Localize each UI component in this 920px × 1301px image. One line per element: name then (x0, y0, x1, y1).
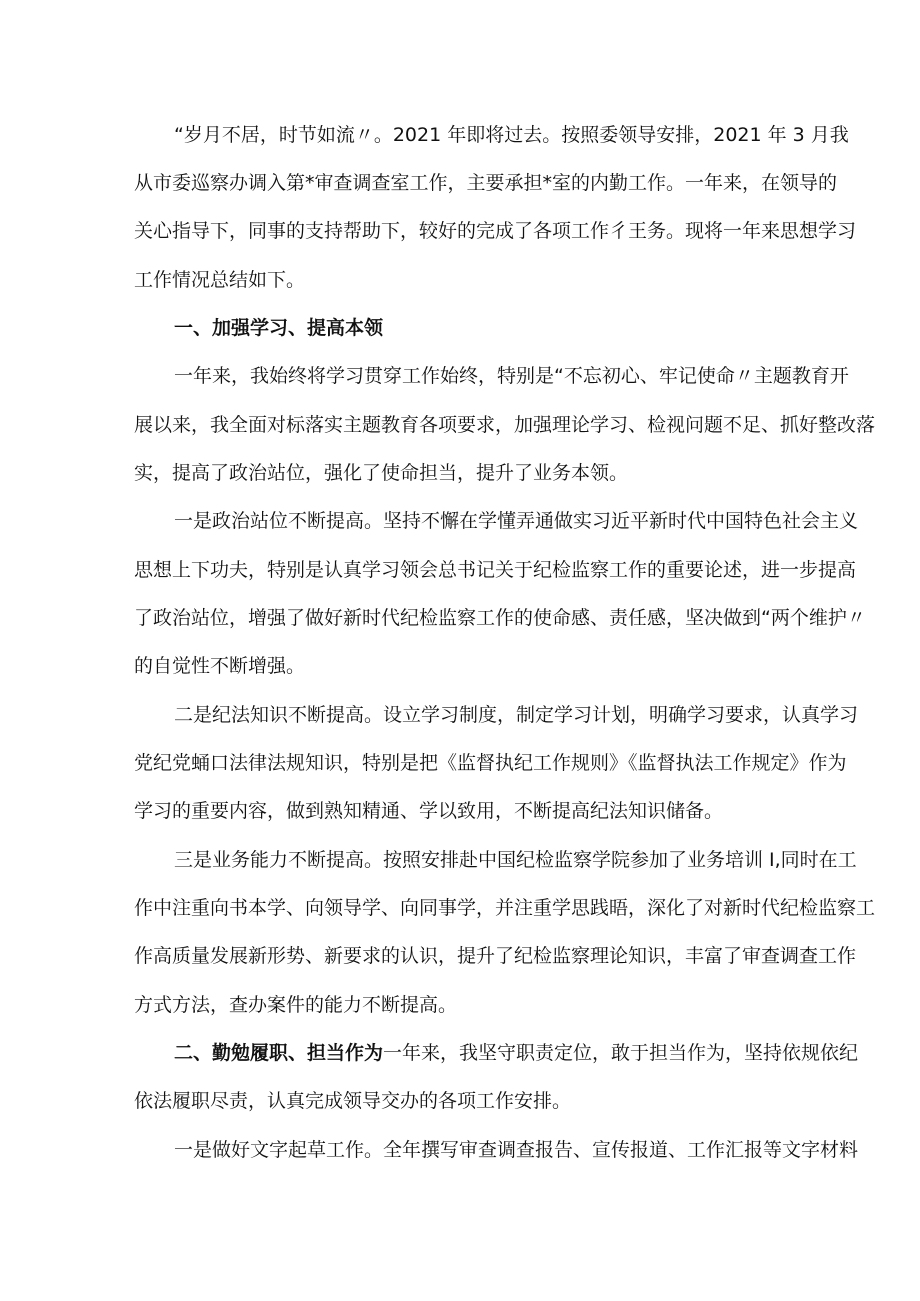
text-line: 作高质量发展新形势、新要求的认识，提升了纪检监察理论知识，丰富了审查调查工作 (134, 945, 857, 967)
text-line: 关心指导下，同事的支持帮助下，较好的完成了各项工作彳王务。现将一年来思想学习 (134, 220, 857, 242)
text-line: 思想上下功夫，特别是认真学习领会总书记关于纪检监察工作的重要论述，进一步提高 (134, 559, 857, 581)
text-line: 一是政治站位不断提高。坚持不懈在学懂弄通做实习近平新时代中国特色社会主义 (174, 510, 859, 532)
text-run: 一年来，我坚守职责定位，敢于担当作为，坚持依规依纪 (383, 1042, 859, 1064)
text-line: 从市委巡察办调入第*审查调查室工作，主要承担*室的内勤工作。一年来，在领导的 (134, 172, 838, 194)
text-line: 一年来，我始终将学习贯穿工作始终，特别是“不忘初心、牢记使命〃主题教育开 (174, 365, 849, 387)
text-line: “岁月不居，时节如流〃。2021 年即将过去。按照委领导安排，2021 年 3 月我 (174, 124, 849, 146)
text-line: 党纪党蛹口法律法规知识，特别是把《监督执纪工作规则》《监督执法工作规定》作为 (134, 752, 847, 774)
text-line (174, 1041, 858, 1065)
text-line: 依法履职尽责，认真完成领导交办的各项工作安排。 (134, 1090, 572, 1112)
text-line: 一是做好文字起草工作。全年撰写审查调查报告、宣传报道、工作汇报等文字材料 (174, 1139, 859, 1161)
text-line: 方式方法，查办案件的能力不断提高。 (134, 994, 458, 1016)
text-line: 实，提高了政治站位，强化了使命担当，提升了业务本领。 (134, 462, 629, 484)
text-line: 的自觉性不断增强。 (134, 655, 306, 677)
text-line: 作中注重向书本学、向领导学、向同事学，并注重学思践晤，深化了对新时代纪检监察工 (134, 897, 876, 919)
text-line: 学习的重要内容，做到熟知精通、学以致用，不断提高纪法知识储备。 (134, 800, 724, 822)
text-line: 了政治站位，增强了做好新时代纪检监察工作的使命感、责任感，坚决做到“两个维护〃 (134, 607, 866, 629)
text-line: 展以来，我全面对标落实主题教育各项要求，加强理论学习、检视问题不足、抓好整改落 (134, 414, 876, 436)
text-line: 二是纪法知识不断提高。设立学习制度，制定学习计划，明确学习要求，认真学习 (174, 704, 859, 726)
text-line: 三是业务能力不断提高。按照安排赴中国纪检监察学院参加了业务培训 I,同时在工 (174, 849, 857, 871)
section-heading: 二、勤勉履职、担当作为 (174, 1042, 384, 1064)
section-heading: 一、加强学习、提高本领 (174, 317, 384, 339)
text-line: 工作情况总结如下。 (134, 269, 306, 291)
